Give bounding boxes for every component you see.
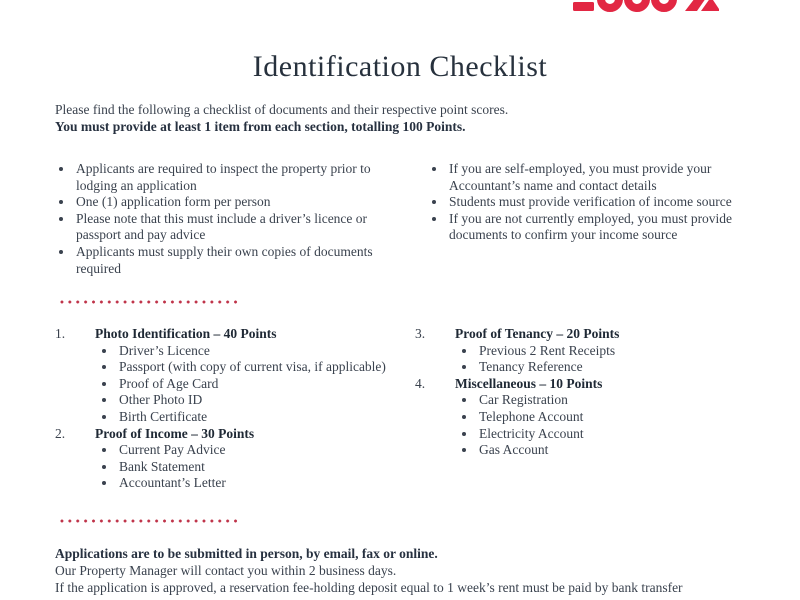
footer-deposit-line: If the application is approved, a reservation fee-holding deposit equal to 1 week’s rent must be paid by bank transfer (55, 580, 683, 595)
notes-column-left (55, 161, 391, 277)
section-heading: Miscellaneous – 10 Points (455, 375, 603, 391)
section-number: 3. (415, 326, 426, 341)
footer-submission-line: Applications are to be submitted in person, by email, fax or online. (55, 546, 438, 561)
checklist-item: • Birth Certificate (117, 409, 386, 426)
section-number: 1. (55, 326, 66, 341)
intro-paragraph (55, 102, 655, 135)
section-heading: Proof of Tenancy – 20 Points (455, 326, 620, 341)
section-number: 2. (55, 425, 66, 441)
intro-line: Please find the following a checklist of documents and their respective point scores. (55, 102, 509, 117)
checklist-column-left (55, 326, 415, 492)
note-item: • One (1) application form per person (74, 194, 391, 211)
checklist-column-right (415, 326, 775, 459)
note-item: • Applicants must supply their own copies of documents required (74, 244, 391, 277)
brand-logo-icon (573, 0, 719, 13)
section-heading: Photo Identification – 40 Points (95, 326, 277, 341)
checklist-item: • Current Pay Advice (117, 442, 254, 459)
checklist-item: • Driver’s Licence (117, 343, 386, 360)
section-number: 4. (415, 375, 426, 391)
checklist-item: • Telephone Account (477, 409, 602, 426)
dotted-divider (58, 300, 239, 304)
checklist-item: • Accountant’s Letter (117, 475, 254, 492)
note-item: • Applicants are required to inspect the property prior to lodging an application (74, 161, 391, 194)
checklist-section (55, 426, 415, 492)
checklist-item: • Bank Statement (117, 459, 254, 476)
checklist-item: • Electricity Account (477, 426, 602, 443)
intro-requirement-line: You must provide at least 1 item from each section, totalling 100 Points. (55, 118, 466, 134)
checklist-item: • Other Photo ID (117, 392, 386, 409)
section-heading: Proof of Income – 30 Points (95, 425, 255, 441)
note-item: • Please note that this must include a driver’s licence or passport and pay advice (74, 211, 391, 244)
checklist-item: • Passport (with copy of current visa, if applicable) (117, 359, 386, 376)
checklist-item: • Proof of Age Card (117, 376, 386, 393)
note-item: • Students must provide verification of income source (447, 194, 753, 211)
notes-column-right (428, 161, 753, 244)
footer-contact-line: Our Property Manager will contact you within 2 business days. (55, 563, 397, 578)
page-title: Identification Checklist (252, 50, 548, 83)
checklist-item: • Car Registration (477, 392, 602, 409)
dotted-divider (58, 519, 239, 523)
checklist-section (55, 326, 415, 426)
note-item: • If you are not currently employed, you must provide documents to confirm your income source (447, 211, 753, 244)
checklist-item: • Tenancy Reference (477, 359, 619, 376)
checklist-item: • Gas Account (477, 442, 602, 459)
checklist-section (415, 326, 775, 376)
checklist-section (415, 376, 775, 459)
note-item: • If you are self-employed, you must provide your Accountant’s name and contact details (447, 161, 753, 194)
checklist-item: • Previous 2 Rent Receipts (477, 343, 619, 360)
footer-paragraph (55, 545, 795, 596)
